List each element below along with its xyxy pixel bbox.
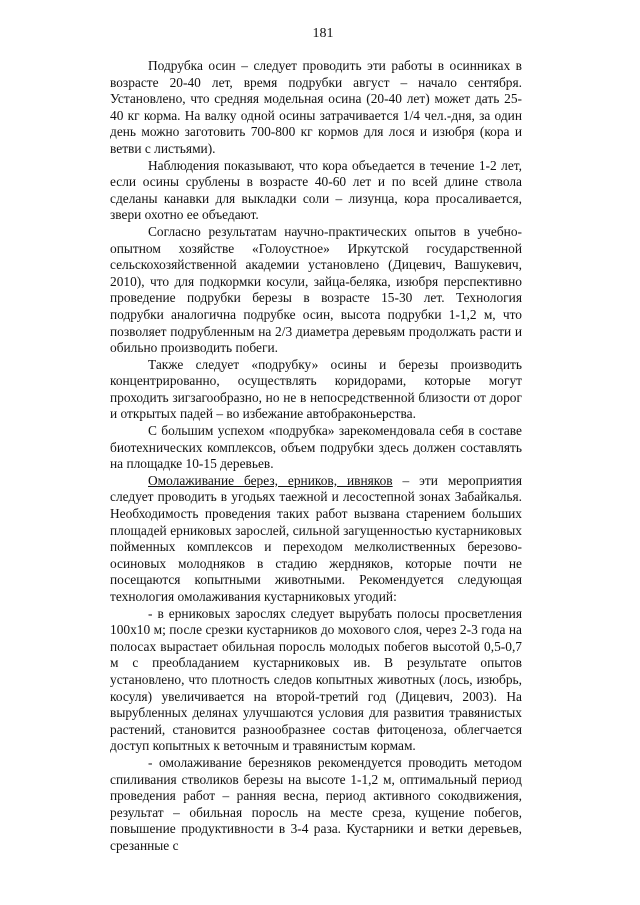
paragraph-rejuvenation	[110, 473, 522, 606]
paragraph-aspen-cutting: Подрубка осин – следует проводить эти работы в осинниках в возрасте 20-40 лет, время подрубки август – начало сентября. Установлено, что средняя модельная осина (20-40 лет) может дать 25-40 кг корма. На валку одной осины затрачивается 1/4 чел.-дня, за один день можно заготовить 700-800 кг кормов для лося и изюбря (кора и ветви с листьями).	[110, 58, 522, 156]
rejuvenation-text: – эти мероприятия следует проводить в угодьях таежной и лесостепной зонах Забайкалья. Необходимость проведения таких работ вызвана старением больших площадей ерниковых зарослей, сильной загущенностью кустарниковых пойменных комплексов и переходом мелколиственных березово-осиновых молодняков в стадию жердняков, которые почти не посещаются копытными животными. Рекомендуется следующая технология омолаживания кустарниковых угодий:	[110, 472, 522, 604]
list-item-birch-rejuvenation: - омолаживание березняков рекомендуется проводить методом спиливания стволиков березы на высоте 1-1,2 м, оптимальный период проведения работ – ранняя весна, период активного сокодвижения, результат – обильная поросль на месте среза, кущение побегов, повышение продуктивности в 3-4 раза. Кустарники и ветки деревьев, срезанные с	[110, 754, 522, 853]
paragraph-concentrated-cutting: Также следует «подрубку» осины и березы производить концентрированно, осуществлять коридорами, которые могут проходить зигзагообразно, но не в непосредственной близости от дорог и открытых падей – во избежание автобраконьерства.	[110, 356, 522, 422]
rejuvenation-heading: Омолаживание берез, ерников, ивняков	[148, 472, 393, 488]
document-body	[110, 58, 522, 855]
paragraph-bark-observations: Наблюдения показывают, что кора объедается в течение 1-2 лет, если осины срублены в возрасте 40-60 лет и по всей длине ствола сделаны канавки для выкладки соли – лизунца, кора просаливается, звери охотно ее объедают.	[110, 157, 522, 223]
paragraph-experiment-results: Согласно результатам научно-практических опытов в учебно-опытном хозяйстве «Голоустное» Иркутской государственной сельскохозяйственной академии установлено (Дицевич, Вашукевич, 2010), что для подкормки косули, зайца-беляка, изюбря перспективно проведение подрубки березы в возрасте 15-30 лет. Технология подрубки аналогична подрубке осин, высота подрубки 1-1,2 м, что позволяет подрубленным на 2/3 диаметра деревьям продолжать расти и обильно производить побеги.	[110, 223, 522, 356]
page-number: 181	[312, 26, 334, 41]
paragraph-biotechnical-complexes: С большим успехом «подрубка» зарекомендовала себя в составе биотехнических комплексов, объем подрубки здесь должен составлять на площадке 10-15 деревьев.	[110, 423, 522, 472]
list-item-dwarf-birch: - в ерниковых зарослях следует вырубать полосы просветления 100х10 м; после срезки кустарников до мохового слоя, через 2-3 года на полосах вырастает обильная поросль молодых побегов высотой 0,5-0,7 м с преобладанием кустарниковых ив. В результате опытов установлено, что плотность следов копытных животных (лось, изюбрь, косуля) увеличивается на второй-третий год (Дицевич, 2003). На вырубленных делянах улучшаются условия для развития травянистых растений, становится разнообразнее состав фитоценоза, облегчается доступ копытных к веточным и травянистым кормам.	[110, 605, 522, 754]
